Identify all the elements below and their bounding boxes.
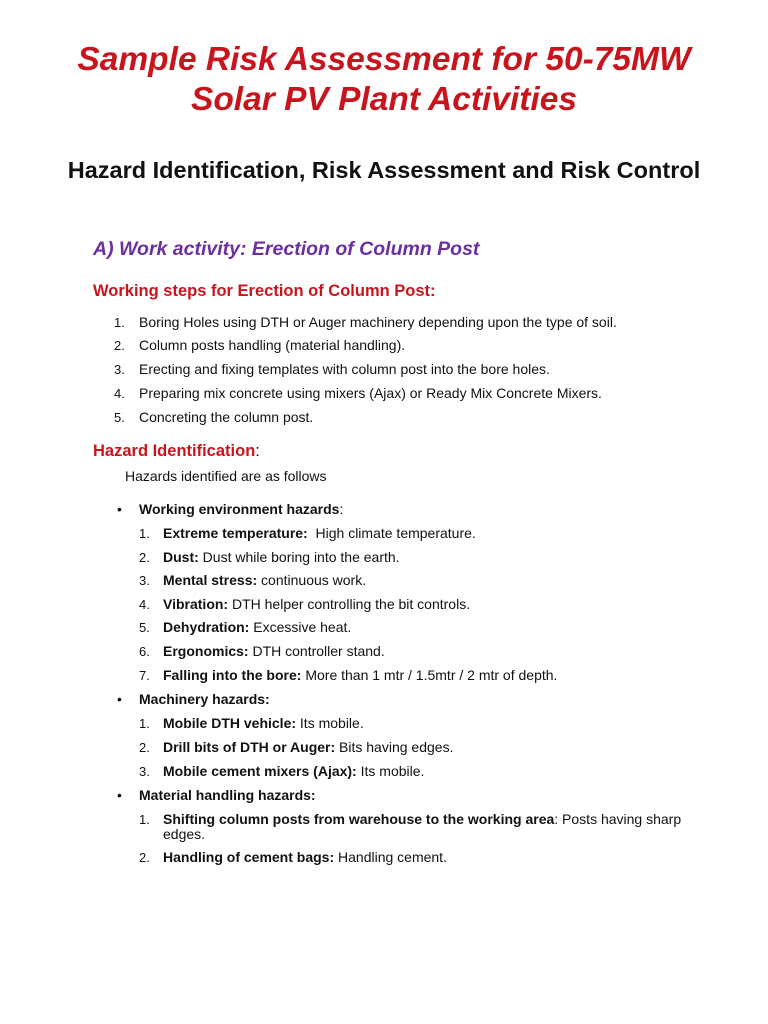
step-text: Boring Holes using DTH or Auger machinery depending upon the type of soil. — [139, 314, 617, 330]
hazard-item — [163, 811, 681, 828]
hazard-heading-text: Hazard Identification — [93, 442, 256, 460]
hazard-number: 4. — [139, 597, 150, 612]
hazard-item — [163, 619, 351, 636]
hazard-name: Vibration: — [163, 596, 229, 612]
hazard-name: Mobile DTH vehicle: — [163, 715, 297, 731]
step-text: Preparing mix concrete using mixers (Ajax) or Ready Mix Concrete Mixers. — [139, 385, 602, 401]
work-activity-heading: A) Work activity: Erection of Column Post — [93, 238, 480, 260]
hazard-item — [163, 763, 424, 780]
hazard-item — [163, 549, 400, 566]
step-text: Concreting the column post. — [139, 409, 314, 425]
working-steps-heading: Working steps for Erection of Column Post: — [93, 282, 436, 300]
hazard-item — [163, 596, 470, 613]
step-text: Erecting and fixing templates with column post into the bore holes. — [139, 361, 550, 377]
hazard-description: Its mobile. — [296, 715, 364, 731]
hazard-description: DTH controller stand. — [248, 643, 385, 659]
hazard-name: Shifting column posts from warehouse to the working area — [163, 811, 555, 827]
hazard-number: 2. — [139, 550, 150, 565]
step-number: 4. — [114, 386, 125, 401]
document-subtitle: Hazard Identification, Risk Assessment and Risk Control — [67, 157, 701, 183]
hazard-description: Bits having edges. — [335, 739, 454, 755]
hazard-number: 5. — [139, 620, 150, 635]
hazard-number: 7. — [139, 668, 150, 683]
hazard-name: Falling into the bore: — [163, 667, 302, 683]
hazard-group-label — [139, 691, 270, 708]
hazard-description: DTH helper controlling the bit controls. — [228, 596, 471, 612]
hazard-name: Dust: — [163, 549, 199, 565]
hazard-item — [163, 739, 453, 756]
bullet-icon: • — [117, 501, 122, 517]
hazard-item — [163, 572, 366, 589]
hazard-description: Its mobile. — [356, 763, 425, 779]
hazard-name: Dehydration: — [163, 619, 250, 635]
step-number: 1. — [114, 315, 125, 330]
hazard-group-label — [139, 501, 343, 518]
hazard-group-label — [139, 787, 316, 804]
hazard-name: Ergonomics: — [163, 643, 249, 659]
hazard-description: continuous work. — [257, 572, 367, 588]
hazard-item — [163, 667, 557, 684]
step-text: Column posts handling (material handling). — [139, 337, 406, 353]
step-number: 2. — [114, 338, 125, 353]
hazard-identification-heading — [93, 440, 260, 462]
hazard-number: 2. — [139, 740, 150, 755]
hazard-item — [163, 849, 447, 866]
step-number: 5. — [114, 410, 125, 425]
group-label-text: Machinery hazards: — [139, 691, 270, 707]
hazard-number: 3. — [139, 764, 150, 779]
hazard-item — [163, 525, 476, 542]
hazard-item — [163, 715, 364, 732]
hazard-description-continued: edges. — [163, 826, 206, 842]
hazard-heading-colon: : — [255, 442, 260, 460]
hazard-description: Handling cement. — [334, 849, 447, 865]
bullet-icon: • — [117, 787, 122, 803]
hazard-name: Extreme temperature: — [163, 525, 308, 541]
group-label-text: Material handling hazards: — [139, 787, 316, 803]
document-title: Sample Risk Assessment for 50-75MW Solar PV Plant Activities — [77, 41, 691, 118]
hazard-intro: Hazards identified are as follows — [125, 468, 327, 484]
bullet-icon: • — [117, 691, 122, 707]
hazard-description: High climate temperature. — [307, 525, 476, 541]
hazard-description: Excessive heat. — [249, 619, 352, 635]
hazard-name: Mental stress: — [163, 572, 258, 588]
hazard-name: Handling of cement bags: — [163, 849, 335, 865]
hazard-description: Dust while boring into the earth. — [198, 549, 400, 565]
step-number: 3. — [114, 362, 125, 377]
group-label-suffix: : — [339, 501, 344, 517]
hazard-number: 2. — [139, 850, 150, 865]
hazard-description: More than 1 mtr / 1.5mtr / 2 mtr of depth. — [301, 667, 558, 683]
hazard-name: Drill bits of DTH or Auger: — [163, 739, 336, 755]
hazard-number: 1. — [139, 812, 150, 827]
hazard-description: : Posts having sharp — [554, 811, 682, 827]
hazard-number: 1. — [139, 526, 150, 541]
hazard-number: 1. — [139, 716, 150, 731]
group-label-text: Working environment hazards — [139, 501, 340, 517]
hazard-item — [163, 643, 385, 660]
hazard-number: 3. — [139, 573, 150, 588]
hazard-name: Mobile cement mixers (Ajax): — [163, 763, 357, 779]
hazard-number: 6. — [139, 644, 150, 659]
